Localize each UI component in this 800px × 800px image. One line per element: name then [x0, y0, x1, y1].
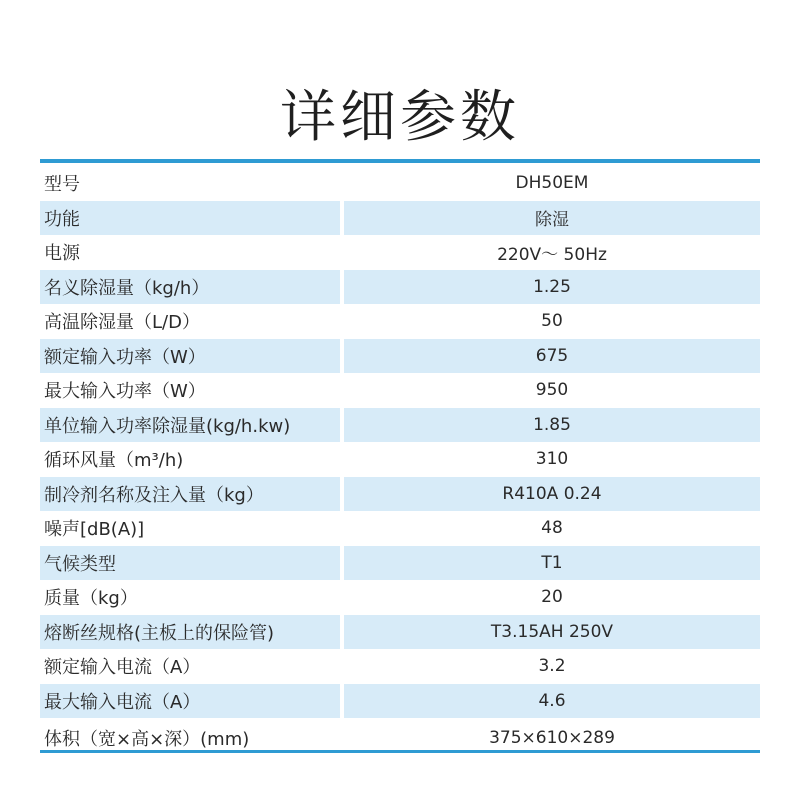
spec-row-high-temp-dehumidification [40, 304, 760, 339]
spec-label: 熔断丝规格(主板上的保险管) [40, 615, 340, 650]
spec-label: 单位输入功率除湿量(kg/h.kw) [40, 408, 340, 443]
spec-label: 高温除湿量（L/D） [44, 312, 200, 334]
spec-table [40, 166, 760, 758]
spec-value: T1 [344, 546, 760, 581]
spec-row-max-input-power [40, 373, 760, 408]
spec-label: 气候类型 [40, 546, 340, 581]
spec-label: 最大输入电流（A） [40, 684, 340, 719]
spec-row-power-supply [40, 235, 760, 270]
spec-row-noise [40, 511, 760, 546]
spec-value: 1.85 [344, 408, 760, 443]
spec-label: 循环风量（m³/h) [44, 450, 184, 472]
spec-value: R410A 0.24 [344, 477, 760, 512]
spec-row-fuse-spec [40, 615, 760, 650]
spec-label: 制冷剂名称及注入量（kg） [40, 477, 340, 512]
spec-label: 质量（kg） [44, 588, 138, 610]
spec-row-dehumidification-per-power [40, 408, 760, 443]
spec-label: 额定输入功率（W） [40, 339, 340, 374]
spec-row-nominal-dehumidification [40, 270, 760, 305]
spec-row-refrigerant [40, 477, 760, 512]
spec-value: 50 [541, 311, 563, 332]
spec-label: 最大输入功率（W） [44, 381, 206, 403]
bottom-divider [40, 750, 760, 753]
spec-value: DH50EM [515, 173, 589, 194]
spec-row-climate-type [40, 546, 760, 581]
top-divider [40, 159, 760, 163]
spec-value: 950 [535, 380, 569, 401]
spec-label: 型号 [44, 174, 80, 196]
spec-value: 375×610×289 [489, 728, 615, 748]
spec-value: 4.6 [344, 684, 760, 719]
spec-value: 675 [344, 339, 760, 374]
spec-row-model [40, 166, 760, 201]
spec-label: 噪声[dB(A)] [44, 519, 145, 541]
spec-row-weight [40, 580, 760, 615]
spec-label: 电源 [44, 243, 80, 265]
spec-label: 功能 [40, 201, 340, 236]
spec-row-rated-input-power [40, 339, 760, 374]
spec-value: T3.15AH 250V [344, 615, 760, 650]
spec-row-function [40, 201, 760, 236]
spec-value: 除湿 [344, 201, 760, 236]
spec-label: 体积（宽×高×深）(mm) [44, 729, 250, 750]
spec-value: 3.2 [538, 656, 566, 677]
spec-label: 额定输入电流（A） [44, 657, 201, 679]
spec-label: 名义除湿量（kg/h） [40, 270, 340, 305]
spec-value: 48 [541, 518, 563, 539]
spec-row-rated-input-current [40, 649, 760, 684]
spec-value: 20 [541, 587, 563, 608]
page-title: 详细参数 [280, 84, 520, 150]
spec-row-max-input-current [40, 684, 760, 719]
spec-value: 220V～ 50Hz [497, 244, 607, 265]
spec-row-air-circulation [40, 442, 760, 477]
spec-value: 310 [535, 449, 569, 470]
spec-value: 1.25 [344, 270, 760, 305]
